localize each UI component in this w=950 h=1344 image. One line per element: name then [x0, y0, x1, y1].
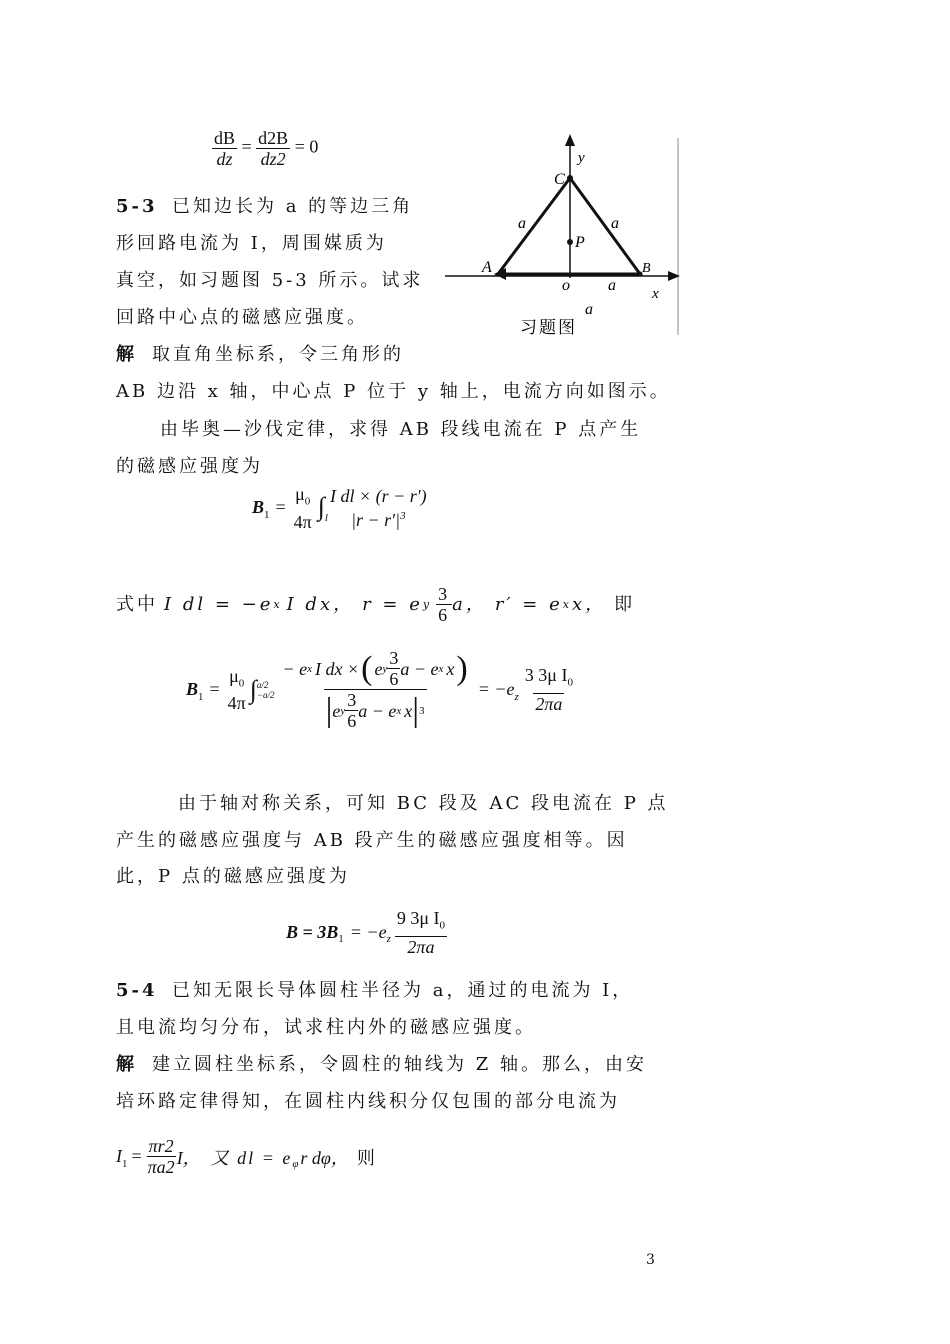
triangle-figure — [440, 130, 690, 345]
problem-5-4-number: 5-4 — [116, 980, 158, 1001]
eq1-four-pi: 4π — [293, 511, 312, 532]
problem-5-3-line-3: 真空，如习题图 5-3 所示。试求 — [116, 270, 424, 291]
eq2-mu: $\mu_0$ — [229, 665, 245, 690]
eq4-lhs-sub: 1 — [122, 1157, 128, 1170]
label-b: B — [642, 261, 651, 276]
where-rprime: r′ = e — [494, 593, 563, 615]
eq1-numerator: I dl × (r − r′) — [329, 485, 427, 506]
eq4-also-sub: φ — [292, 1157, 299, 1170]
eq2-four-pi: 4π — [227, 693, 246, 714]
solution-5-4-line-2: 培环路定律得知，在圆柱内线积分仅包围的部分电流为 — [116, 1091, 620, 1112]
eq-top-rhs: = 0 — [294, 136, 319, 157]
eq1-eq: = — [275, 497, 286, 518]
eq2-lhs-sub: 1 — [198, 690, 204, 703]
eq4-also: 又 dl = e — [210, 1147, 293, 1168]
eq3-mid-sub: z — [386, 933, 391, 946]
equation-b1-integral — [252, 484, 429, 532]
equation-b-total — [286, 908, 447, 957]
eq3-mid: = −e — [349, 921, 387, 942]
label-c: C — [554, 171, 565, 188]
eq1-integral: $\int_l$ — [317, 491, 328, 524]
where-r-num: 3 — [438, 584, 451, 604]
problem-5-3-line-4: 回路中心点的磁感应强度。 — [116, 307, 368, 328]
label-side-left: a — [518, 215, 526, 232]
eq2-lower-limit: −a/2 — [256, 689, 275, 700]
eq-top: $\frac{dB}{dz}$ = $\frac{d2B}{dz2}$ = 0 — [214, 128, 319, 169]
label-below: a — [585, 301, 593, 318]
solution-5-3-jie: 解 — [116, 344, 137, 365]
eq2-denominator: | e y $\frac{3}{6}$ a − e x x | 3 — [325, 690, 425, 731]
solution-5-3-line-6: 产生的磁感应强度与 AB 段产生的磁感应强度相等。因 — [116, 830, 628, 851]
figure-caption: 习题图 — [520, 318, 577, 337]
eq3-num: 9 3μ $I_0$ — [395, 908, 447, 937]
eq2-upper-limit: a/2 — [256, 679, 269, 690]
problem-5-3-line-1: 已知边长为 a 的等边三角 — [172, 196, 414, 217]
label-o: o — [562, 277, 570, 294]
eq1-mu: $\mu_0$ — [295, 484, 311, 508]
label-base: a — [608, 277, 616, 294]
eq1-lhs-sub: 1 — [264, 508, 270, 521]
label-a-point: A — [482, 259, 492, 276]
solution-5-3-line-2: AB 边沿 x 轴，中心点 P 位于 y 轴上，电流方向如图示。 — [116, 381, 671, 402]
where-r: r = e — [362, 593, 423, 615]
where-r-sub: y — [422, 597, 433, 611]
page-number: 3 — [646, 1252, 655, 1268]
y-axis-arrow-icon — [565, 134, 575, 146]
label-y: y — [578, 150, 585, 166]
eq4-eq: = — [131, 1146, 142, 1166]
eq3-lhs: B = 3B — [286, 921, 339, 942]
point-p — [567, 239, 573, 245]
solution-5-4-jie: 解 — [116, 1054, 137, 1075]
eq4-then: 则 — [356, 1147, 375, 1168]
problem-5-4-line-1: 已知无限长导体圆柱半径为 a，通过的电流为 I， — [172, 980, 634, 1001]
where-r-tail: a， — [452, 593, 487, 615]
eq2-numerator: − e x I dx × ( e y $\frac{3}{6}$ a − e x x ) — [282, 648, 468, 689]
eq4-lhs: I — [116, 1146, 122, 1166]
point-c — [567, 175, 573, 181]
eq-top-mid-den: dz2 — [260, 149, 286, 169]
solution-5-3-line-3: 由毕奥—沙伐定律，求得 AB 段线电流在 P 点产生 — [160, 419, 642, 440]
eq3-lhs-sub: 1 — [338, 933, 344, 946]
label-side-right: a — [611, 215, 619, 232]
eq2-result-num: 3 3μ $I_0$ — [524, 665, 573, 689]
eq2-result-den: 2πa — [535, 693, 563, 714]
label-x: x — [652, 286, 659, 302]
eq3-den: 2πa — [407, 936, 435, 957]
where-line — [116, 584, 635, 625]
eq2-eq: = — [209, 679, 220, 699]
solution-5-4-line-1: 建立圆柱坐标系，令圆柱的轴线为 Z 轴。那么，由安 — [152, 1054, 647, 1075]
label-p: P — [575, 234, 585, 251]
equation-i1 — [116, 1136, 375, 1177]
eq2-result-sub: z — [514, 690, 519, 703]
where-rprime-sub: x — [562, 597, 572, 611]
eq2-result: = −e — [477, 679, 515, 699]
where-idl-sub: x — [273, 597, 283, 611]
where-idl: I dl = −e — [164, 593, 274, 615]
where-prefix: 式中 — [116, 593, 158, 615]
eq1-denominator: $|r - r'|^3$ — [351, 509, 406, 530]
where-rprime-tail: x， — [571, 593, 607, 615]
solution-5-3-line-1: 取直角坐标系，令三角形的 — [152, 344, 404, 365]
where-end: 即 — [614, 593, 636, 615]
solution-5-3-line-7: 此，P 点的磁感应强度为 — [116, 866, 350, 887]
eq4-also-tail: r dφ， — [300, 1147, 349, 1168]
solution-5-3-line-5: 由于轴对称关系，可知 BC 段及 AC 段电流在 P 点 — [178, 793, 669, 814]
eq-top-mid-num: d2B — [258, 128, 289, 148]
eq-top-lhs-den: dz — [216, 149, 233, 169]
problem-5-3-number: 5-3 — [116, 196, 158, 217]
eq1-lhs: B — [252, 497, 265, 518]
eq2-integral: ∫ a/2 −a/2 — [249, 674, 275, 704]
eq4-den: πa2 — [147, 1157, 175, 1177]
eq4-num: πr2 — [148, 1136, 174, 1156]
eq2-lhs: B — [186, 679, 199, 699]
problem-5-3-line-2: 形回路电流为 I，周围媒质为 — [116, 233, 387, 254]
eq4-tail: I， — [176, 1147, 201, 1168]
problem-5-4-line-2: 且电流均匀分布，试求柱内外的磁感应强度。 — [116, 1017, 536, 1038]
where-r-den: 6 — [438, 605, 451, 625]
equation-b1-evaluated — [186, 648, 575, 731]
where-idl-tail: I dx， — [286, 593, 355, 615]
solution-5-3-line-4: 的磁感应强度为 — [116, 456, 263, 477]
eq-top-lhs-num: dB — [214, 128, 236, 148]
